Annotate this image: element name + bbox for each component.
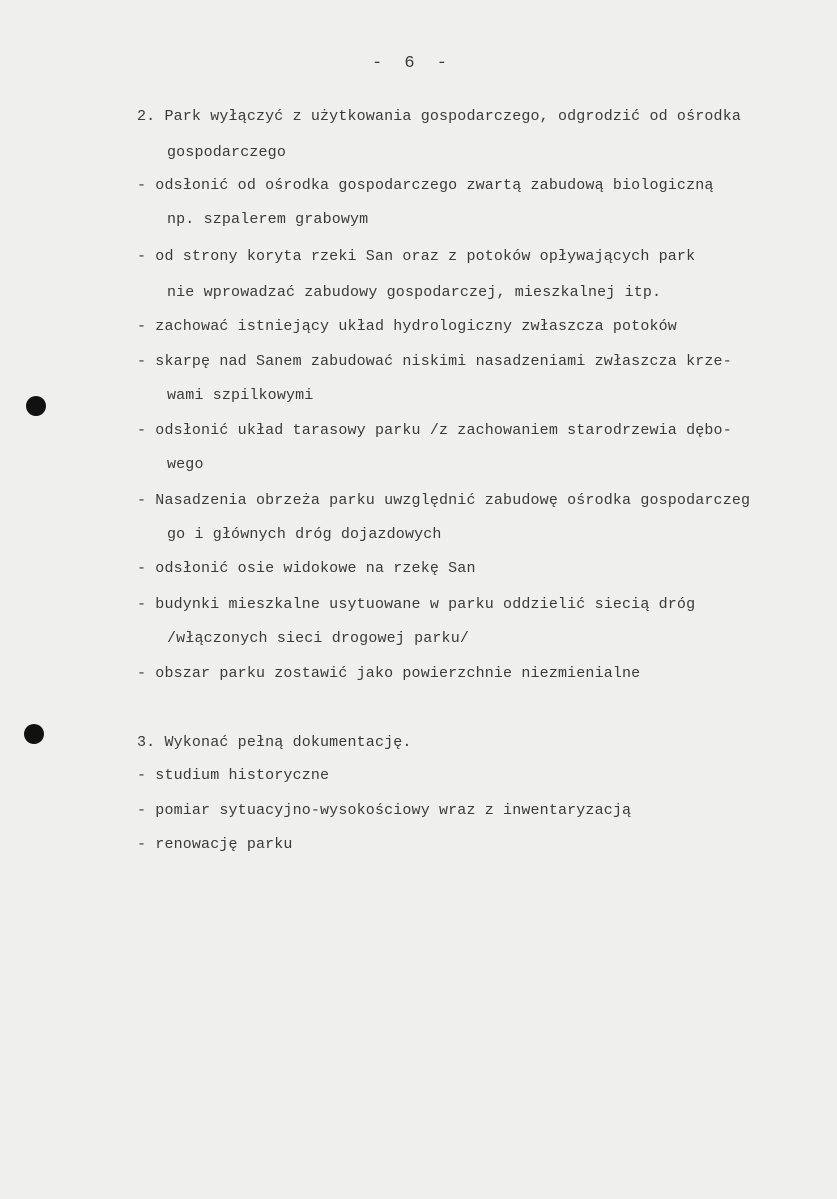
text-line: - studium historyczne [137,767,330,784]
text-line: 2. Park wyłączyć z użytkowania gospodarczego, odgrodzić od ośrodka [137,108,741,125]
text-line: - odsłonić układ tarasowy parku /z zachowaniem starodrzewia dębo- [137,422,732,439]
text-line: - Nasadzenia obrzeża parku uwzględnić zabudowę ośrodka gospodarczeg [137,492,751,509]
text-line: - renowację parku [137,836,293,853]
punch-hole [26,396,46,416]
text-line: wami szpilkowymi [167,387,314,404]
text-line: - odsłonić od ośrodka gospodarczego zwartą zabudową biologiczną [137,177,714,194]
text-line: wego [167,456,204,473]
text-line: - budynki mieszkalne usytuowane w parku oddzielić siecią dróg [137,596,696,613]
text-line: - pomiar sytuacyjno-wysokościowy wraz z inwentaryzacją [137,802,632,819]
text-line: - obszar parku zostawić jako powierzchnie niezmienialne [137,665,641,682]
text-line: - od strony koryta rzeki San oraz z potoków opływających park [137,248,696,265]
text-line: - skarpę nad Sanem zabudować niskimi nasadzeniami zwłaszcza krze- [137,353,732,370]
text-line: /włączonych sieci drogowej parku/ [167,630,469,647]
text-line: np. szpalerem grabowym [167,211,369,228]
text-line: 3. Wykonać pełną dokumentację. [137,734,412,751]
punch-hole [24,724,44,744]
text-line: - odsłonić osie widokowe na rzekę San [137,560,476,577]
text-line: go i głównych dróg dojazdowych [167,526,442,543]
page-number: - 6 - [372,54,454,73]
text-line: nie wprowadzać zabudowy gospodarczej, mieszkalnej itp. [167,284,662,301]
text-line: gospodarczego [167,144,286,161]
text-line: - zachować istniejący układ hydrologiczny zwłaszcza potoków [137,318,677,335]
